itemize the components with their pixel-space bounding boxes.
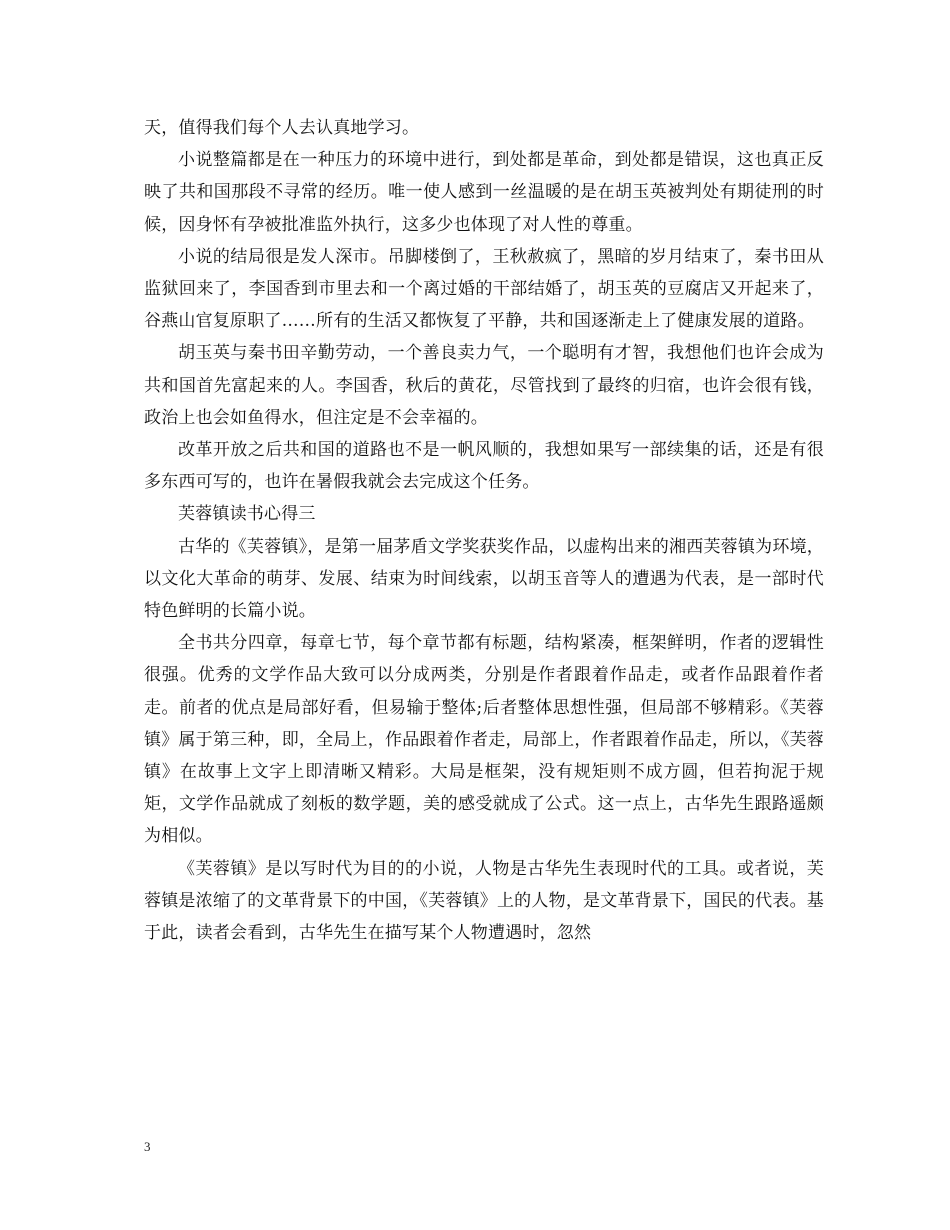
paragraph-8: 全书共分四章，每章七节，每个章节都有标题，结构紧凑，框架鲜明，作者的逻辑性很强。优秀的文学作品大致可以分成两类，分别是作者跟着作品走，或者作品跟着作者走。前者的优点是局部好看，但易输于整体;后者整体思想性强，但局部不够精彩。《芙蓉镇》属于第三种，即，全局上，作品跟着作者走，局部上，作者跟着作品走，所以，《芙蓉镇》在故事上文字上即清晰又精彩。大局是框架，没有规矩则不成方圆，但若拘泥于规矩，文学作品就成了刻板的数学题，美的感受就成了公式。这一点上，古华先生跟路遥颇为相似。 xyxy=(144,633,824,847)
paragraph-1: 天，值得我们每个人去认真地学习。 xyxy=(144,118,420,138)
paragraph-3: 小说的结局很是发人深市。吊脚楼倒了，王秋赦疯了，黑暗的岁月结束了，秦书田从监狱回来了，李国香到市里去和一个离过婚的干部结婚了，胡玉英的豆腐店又开起来了，谷燕山官复原职了……所有的生活又都恢复了平静，共和国逐渐走上了健康发展的道路。 xyxy=(144,246,824,332)
paragraph-7: 古华的《芙蓉镇》，是第一届茅盾文学奖获奖作品，以虚构出来的湘西芙蓉镇为环境，以文化大革命的萌芽、发展、结束为时间线索，以胡玉音等人的遭遇为代表，是一部时代特色鲜明的长篇小说。 xyxy=(144,536,824,622)
paragraph-2: 小说整篇都是在一种压力的环境中进行，到处都是革命，到处都是错误，这也真正反映了共和国那段不寻常的经历。唯一使人感到一丝温暖的是在胡玉英被判处有期徒刑的时候，因身怀有孕被批准监外执行，这多少也体现了对人性的尊重。 xyxy=(144,150,824,235)
section-heading: 芙蓉镇读书心得三 xyxy=(178,504,316,525)
paragraph-9: 《芙蓉镇》是以写时代为目的的小说，人物是古华先生表现时代的工具。或者说，芙蓉镇是浓缩了的文革背景下的中国，《芙蓉镇》上的人物，是文革背景下，国民的代表。基于此，读者会看到，古华先生在描写某个人物遭遇时，忽然 xyxy=(144,858,824,944)
paragraph-4: 胡玉英与秦书田辛勤劳动，一个善良卖力气，一个聪明有才智，我想他们也许会成为共和国首先富起来的人。李国香，秋后的黄花，尽管找到了最终的归宿，也许会很有钱，政治上也会如鱼得水，但注定是不会幸福的。 xyxy=(144,343,824,428)
page-number: 3 xyxy=(144,1139,151,1154)
paragraph-5: 改革开放之后共和国的道路也不是一帆风顺的，我想如果写一部续集的话，还是有很多东西可写的，也许在暑假我就会去完成这个任务。 xyxy=(144,440,824,493)
body-text xyxy=(144,112,824,949)
